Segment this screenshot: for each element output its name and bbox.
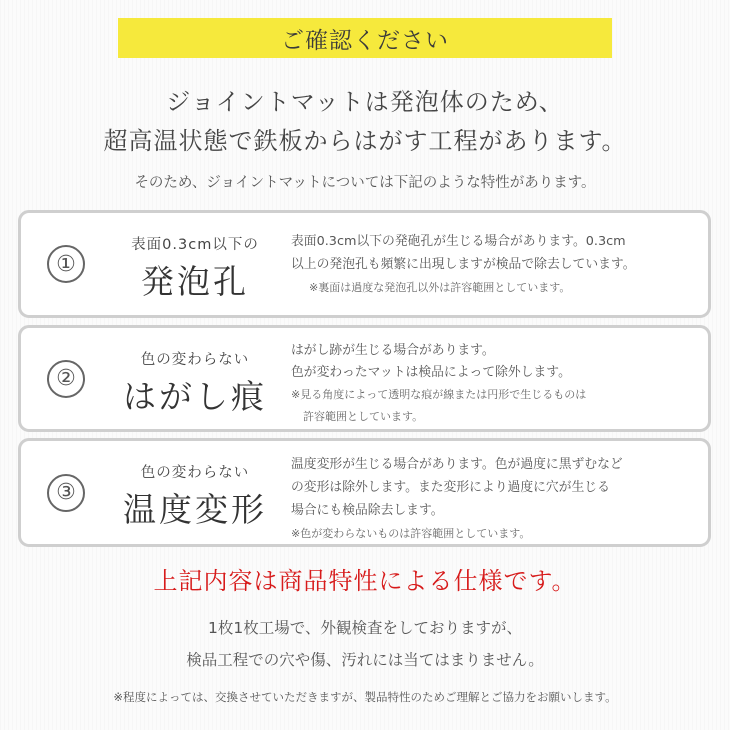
footnote: ※程度によっては、交換させていただきますが、製品特性のためご理解とご協力をお願いします。 <box>113 690 617 704</box>
property-card-heat-deformation <box>18 438 711 547</box>
card-description <box>291 340 694 428</box>
property-card-foam-holes <box>18 210 711 318</box>
description-line: はがし跡が生じる場合があります。 <box>291 343 495 358</box>
conclusion-line-2: 検品工程での穴や傷、汚れには当てはまりません。 <box>186 651 544 669</box>
card-number: ① <box>47 245 85 283</box>
description-note: ※裏面は過度な発泡孔以外は許容範囲としています。 <box>309 281 571 294</box>
card-number: ③ <box>47 474 85 512</box>
description-note: ※色が変わらないものは許容範囲としています。 <box>291 527 531 540</box>
card-description <box>291 453 694 545</box>
confirm-banner: ご確認ください <box>118 18 612 58</box>
card-title-block <box>105 461 285 531</box>
card-description <box>291 230 694 299</box>
spec-headline: 上記内容は商品特性による仕様です。 <box>153 567 577 595</box>
conclusion-line-1: 1枚1枚工場で、外観検査をしておりますが、 <box>208 619 522 637</box>
card-title-block <box>105 233 285 303</box>
description-line: 表面0.3cm以下の発砲孔が生じる場合があります。0.3cm <box>291 234 626 249</box>
property-card-peel-marks <box>18 325 711 432</box>
card-title: 温度変形 <box>123 490 267 529</box>
card-title: はがし痕 <box>123 377 267 416</box>
description-line: 場合にも検品除去します。 <box>291 503 444 518</box>
description-line: 以上の発泡孔も頻繁に出現しますが検品で除去しています。 <box>291 257 636 272</box>
description-note: ※見る角度によって透明な痕が線または円形で生じるものは <box>291 388 587 401</box>
description-line: 温度変形が生じる場合があります。色が過度に黒ずむなど <box>291 457 623 472</box>
description-line: の変形は除外します。また変形により過度に穴が生じる <box>291 480 610 495</box>
card-subtitle: 表面0.3cm以下の <box>131 237 259 253</box>
intro-line-1: ジョイントマットは発泡体のため、 <box>166 88 564 116</box>
description-note: 許容範囲としています。 <box>303 410 424 423</box>
card-title-block <box>105 348 285 418</box>
intro-line-2: 超高温状態で鉄板からはがす工程があります。 <box>103 127 627 155</box>
card-subtitle: 色の変わらない <box>140 352 250 368</box>
card-number: ② <box>47 360 85 398</box>
card-title: 発泡孔 <box>141 262 249 301</box>
card-subtitle: 色の変わらない <box>140 465 250 481</box>
description-line: 色が変わったマットは検品によって除外します。 <box>291 365 571 380</box>
intro-line-3: そのため、ジョイントマットについては下記のような特性があります。 <box>134 175 596 191</box>
